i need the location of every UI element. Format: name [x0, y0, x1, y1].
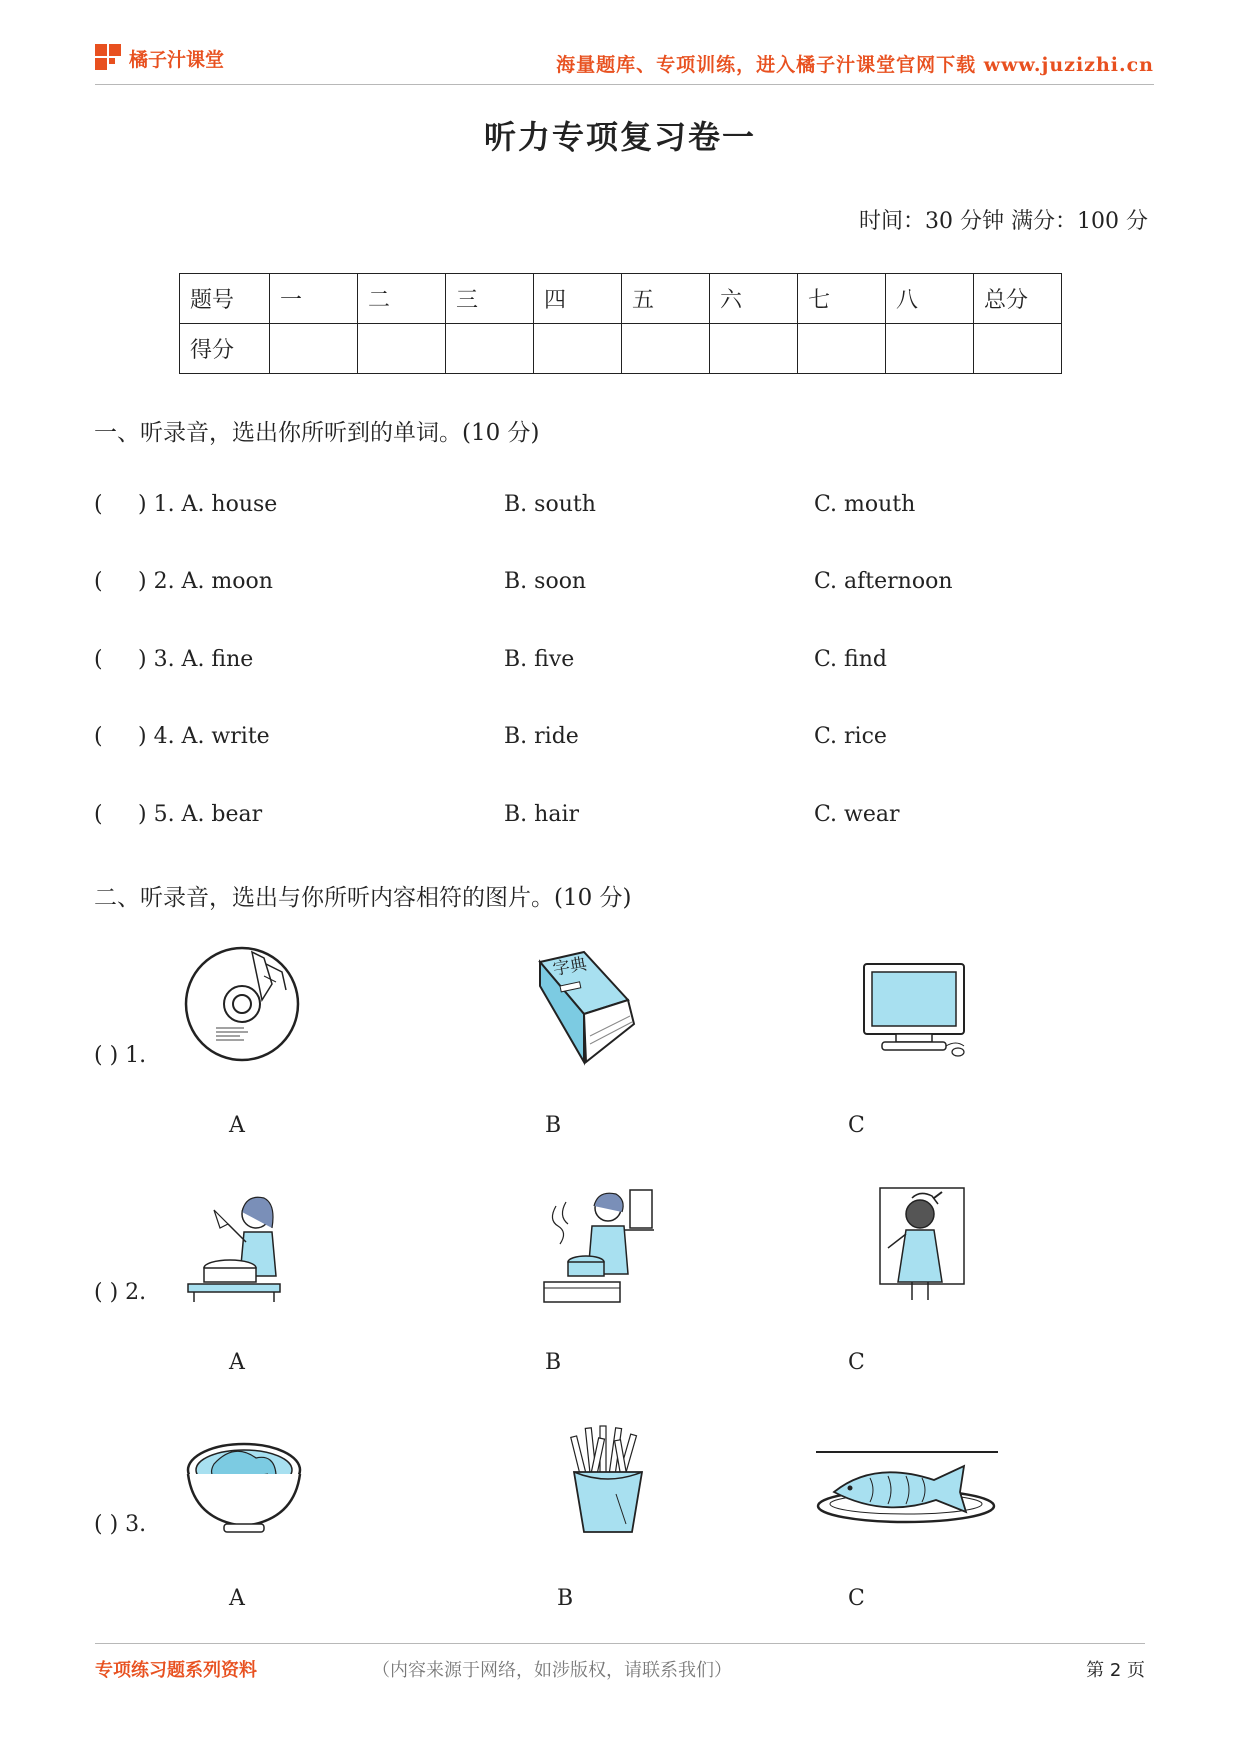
score-header-cell: 六: [710, 274, 798, 324]
score-header-cell: 题号: [180, 274, 270, 324]
question-row: [94, 802, 1154, 832]
dictionary-book-image[interactable]: [532, 950, 644, 1066]
question-row: [94, 724, 1154, 754]
picture-option-label: C: [848, 1586, 865, 1611]
score-table-header-row: [180, 274, 1062, 324]
answer-paren[interactable]: (: [94, 492, 103, 517]
fish-plate-image[interactable]: [814, 1448, 1000, 1528]
score-header-cell: 一: [270, 274, 358, 324]
score-table-score-row: [180, 324, 1062, 374]
option-c: C. wear: [814, 802, 900, 827]
score-row-label: 得分: [180, 324, 270, 374]
picture-option-label: A: [229, 1586, 245, 1611]
section-1-heading: 一、听录音，选出你所听到的单词。(10 分): [94, 420, 540, 446]
picture-question-label[interactable]: ( ) 1.: [94, 1043, 147, 1068]
score-cell[interactable]: [798, 324, 886, 374]
option-c: C. rice: [814, 724, 887, 749]
time-info: 时间：30 分钟 满分：100 分: [859, 209, 1148, 234]
logo-text: 橘子汁课堂: [129, 48, 225, 71]
score-header-cell: 八: [886, 274, 974, 324]
footer-series-label: 专项练习题系列资料: [95, 1660, 257, 1681]
cd-disc-image[interactable]: [182, 944, 302, 1064]
answer-paren[interactable]: (: [94, 569, 103, 594]
picture-option-label: B: [545, 1113, 562, 1138]
score-header-cell: 七: [798, 274, 886, 324]
option-b: B. soon: [504, 569, 587, 594]
picture-question-label[interactable]: ( ) 3.: [94, 1512, 147, 1537]
header-divider: [95, 84, 1154, 85]
footer-copyright-note: （内容来源于网络，如涉版权，请联系我们）: [372, 1660, 732, 1681]
option-c: C. find: [814, 647, 887, 672]
score-table: [179, 273, 1062, 374]
option-a: ) 2. A. moon: [138, 569, 273, 594]
answer-paren[interactable]: (: [94, 802, 103, 827]
score-header-cell: 四: [534, 274, 622, 324]
section-2-heading: 二、听录音，选出与你所听内容相符的图片。(10 分): [94, 885, 632, 911]
picture-option-label: A: [229, 1350, 245, 1375]
option-a: ) 1. A. house: [138, 492, 278, 517]
score-header-cell: 总分: [974, 274, 1062, 324]
picture-option-label: C: [848, 1113, 865, 1138]
header-slogan[interactable]: 海量题库、专项训练，进入橘子汁课堂官网下载 www.juzizhi.cn: [556, 54, 1154, 76]
score-cell[interactable]: [446, 324, 534, 374]
score-cell[interactable]: [886, 324, 974, 374]
logo-icon: [95, 44, 123, 72]
answer-paren[interactable]: (: [94, 647, 103, 672]
score-cell[interactable]: [622, 324, 710, 374]
page-number: 第 2 页: [1086, 1660, 1145, 1681]
computer-monitor-image[interactable]: [860, 960, 972, 1060]
option-c: C. afternoon: [814, 569, 953, 594]
option-a: ) 4. A. write: [138, 724, 270, 749]
woman-brushing-hair-image[interactable]: [876, 1186, 968, 1302]
score-header-cell: 二: [358, 274, 446, 324]
option-a: ) 5. A. bear: [138, 802, 263, 827]
option-c: C. mouth: [814, 492, 916, 517]
picture-option-label: B: [545, 1350, 562, 1375]
dictionary-title-text: 字典: [551, 954, 589, 980]
girl-decorating-cake-image[interactable]: [184, 1188, 284, 1304]
question-row: [94, 492, 1154, 522]
option-b: B. hair: [504, 802, 579, 827]
noodle-bowl-image[interactable]: [184, 1434, 304, 1534]
answer-paren[interactable]: (: [94, 724, 103, 749]
option-b: B. south: [504, 492, 596, 517]
question-row: [94, 569, 1154, 599]
picture-option-label: B: [557, 1586, 574, 1611]
option-b: B. five: [504, 647, 575, 672]
score-header-cell: 五: [622, 274, 710, 324]
page-title: 听力专项复习卷一: [483, 118, 756, 156]
score-cell[interactable]: [710, 324, 798, 374]
score-cell[interactable]: [974, 324, 1062, 374]
picture-option-label: C: [848, 1350, 865, 1375]
logo: [95, 44, 224, 72]
score-cell[interactable]: [270, 324, 358, 374]
picture-question-label[interactable]: ( ) 2.: [94, 1280, 147, 1305]
score-header-cell: 三: [446, 274, 534, 324]
score-cell[interactable]: [358, 324, 446, 374]
score-cell[interactable]: [534, 324, 622, 374]
option-a: ) 3. A. fine: [138, 647, 254, 672]
option-b: B. ride: [504, 724, 579, 749]
picture-option-label: A: [229, 1113, 245, 1138]
footer-divider: [95, 1643, 1145, 1644]
woman-cooking-image[interactable]: [538, 1186, 656, 1304]
french-fries-image[interactable]: [566, 1424, 650, 1536]
question-row: [94, 647, 1154, 677]
